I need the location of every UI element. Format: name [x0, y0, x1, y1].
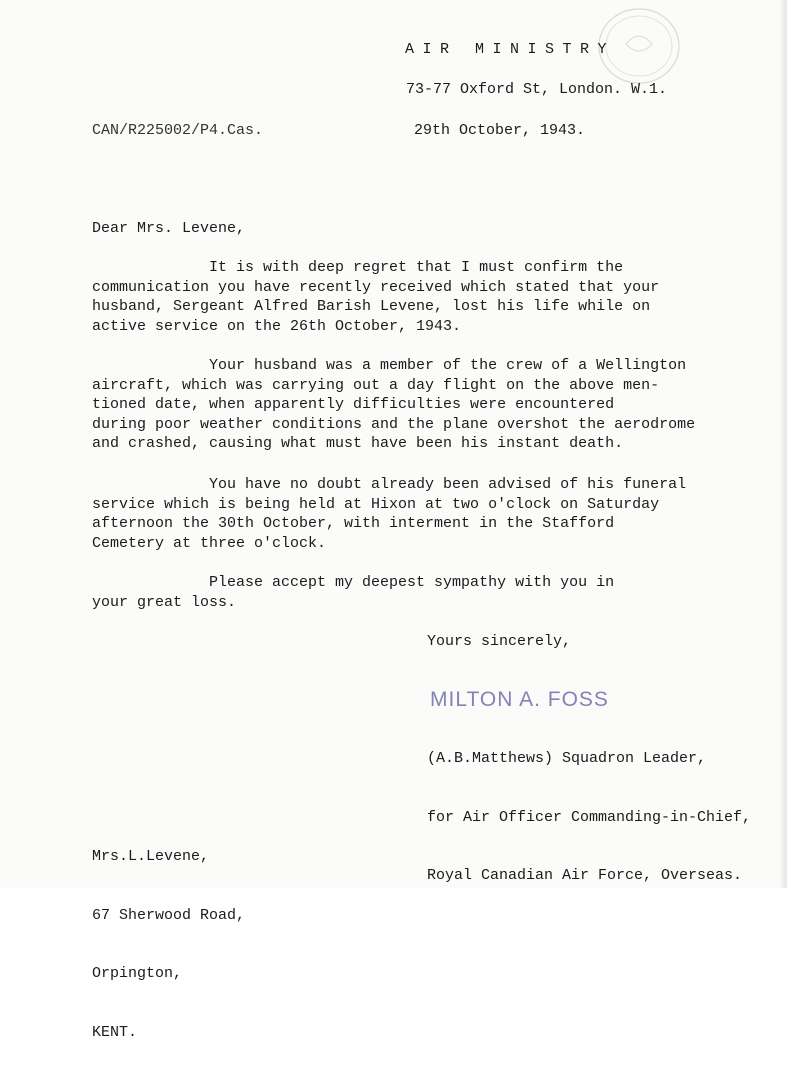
signature-line: for Air Officer Commanding-in-Chief, — [427, 808, 752, 826]
letter-date: 29th October, 1943. — [414, 122, 586, 139]
paragraph-line: during poor weather conditions and the plane overshot the aerodrome — [92, 415, 696, 433]
paragraph-line: You have no doubt already been advised of his funeral — [92, 476, 687, 493]
salutation: Dear Mrs. Levene, — [92, 220, 246, 237]
name-stamp: MILTON A. FOSS — [430, 688, 609, 711]
paragraph-line: service which is being held at Hixon at two o'clock on Saturday — [92, 495, 660, 513]
paragraph-line: your great loss. — [92, 593, 237, 611]
recipient-line: Mrs.L.Levene, — [92, 848, 210, 865]
paragraph-sympathy — [92, 573, 614, 612]
page-edge — [781, 0, 787, 888]
recipient-line: Orpington, — [92, 965, 183, 982]
letterhead-heading: AIR MINISTRY — [405, 41, 616, 58]
paragraph-line: Cemetery at three o'clock. — [92, 534, 327, 552]
paragraph-circumstances — [92, 356, 695, 454]
paragraph-funeral — [92, 475, 686, 553]
reference-number: CAN/R225002/P4.Cas. — [92, 122, 264, 139]
signature-line: Royal Canadian Air Force, Overseas. — [427, 867, 743, 884]
paragraph-line: Please accept my deepest sympathy with you in — [92, 574, 615, 591]
paragraph-line: afternoon the 30th October, with interment in the Stafford — [92, 515, 615, 532]
paragraph-line: husband, Sergeant Alfred Barish Levene, lost his life while on — [92, 298, 651, 315]
recipient-address — [92, 808, 245, 1081]
paragraph-line: It is with deep regret that I must confirm the — [92, 259, 624, 276]
signature-block — [427, 710, 751, 925]
recipient-line: KENT. — [92, 1023, 138, 1041]
paragraph-line: active service on the 26th October, 1943. — [92, 317, 462, 335]
paragraph-line: and crashed, causing what must have been his instant death. — [92, 435, 624, 452]
paragraph-line: tioned date, when apparently difficulties were encountered — [92, 396, 615, 413]
paragraph-line: Your husband was a member of the crew of a Wellington — [92, 357, 687, 374]
letterhead-address: 73-77 Oxford St, London. W.1. — [406, 81, 668, 98]
paragraph-condolence — [92, 258, 659, 336]
closing: Yours sincerely, — [427, 633, 572, 650]
signature-line: (A.B.Matthews) Squadron Leader, — [427, 750, 707, 767]
paragraph-line: aircraft, which was carrying out a day flight on the above men- — [92, 376, 660, 394]
paragraph-line: communication you have recently received which stated that your — [92, 278, 660, 296]
recipient-line: 67 Sherwood Road, — [92, 906, 246, 924]
